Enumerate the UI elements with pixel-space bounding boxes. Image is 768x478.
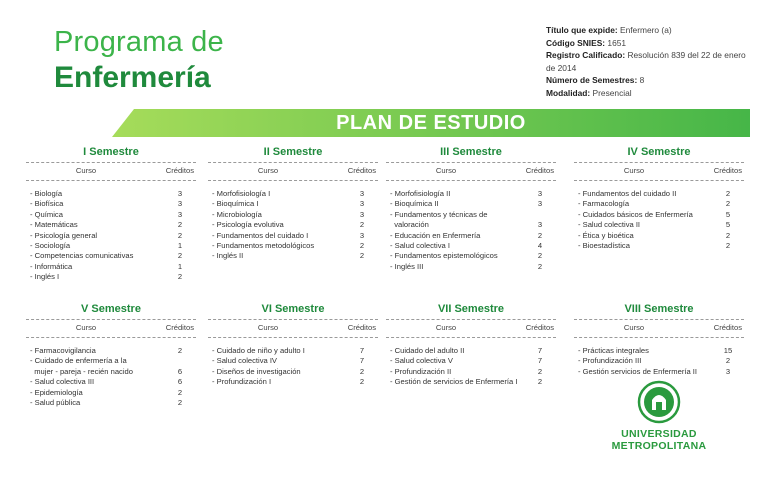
course-row: [386, 367, 556, 377]
course-name: - Competencias comunicativas: [30, 251, 134, 261]
column-header: [574, 320, 744, 335]
column-header: [208, 163, 378, 178]
info-modalidad: [546, 87, 756, 100]
course-row: [208, 377, 378, 387]
course-name: - Cuidado del adulto II: [390, 346, 465, 355]
info-value: 8: [639, 75, 645, 85]
course-row: [574, 189, 744, 199]
course-row: [26, 398, 196, 408]
course-credits: 2: [537, 377, 543, 387]
course-credits: 2: [359, 377, 365, 387]
course-credits: 7: [537, 346, 543, 355]
course-credits: 3: [359, 230, 365, 240]
course-name: - Educación en Enfermería: [390, 230, 481, 240]
column-creditos: Créditos: [525, 166, 554, 175]
info-label: Número de Semestres:: [546, 75, 638, 85]
course-credits: 4: [537, 241, 543, 251]
course-name: - Inglés II: [212, 251, 244, 261]
course-credits: 2: [359, 366, 365, 376]
semester-title: VIII Semestre: [624, 303, 694, 315]
course-credits: 2: [537, 230, 543, 240]
course-name: - Fundamentos epistemológicos: [390, 251, 498, 261]
info-value: Enfermero (a): [619, 25, 672, 35]
university-logo: [604, 380, 714, 452]
course-list: [208, 346, 378, 388]
course-name: - Salud colectiva IV: [212, 356, 277, 366]
column-creditos: Créditos: [713, 323, 742, 332]
course-credits: 6: [177, 377, 183, 387]
info-semesters: [546, 74, 756, 87]
course-name: - Cuidado de enfermería a la: [30, 356, 127, 366]
course-name: - Sociología: [30, 241, 71, 251]
course-credits: 3: [537, 189, 543, 198]
course-row: [386, 241, 556, 251]
course-row: [574, 231, 744, 241]
course-row: [386, 377, 556, 387]
course-credits: 5: [725, 220, 731, 230]
column-curso: Curso: [257, 166, 279, 175]
course-row: [26, 262, 196, 272]
info-label: Modalidad:: [546, 87, 591, 98]
course-credits: 2: [359, 241, 365, 251]
course-row: [208, 241, 378, 251]
program-title-line1: Programa de: [54, 26, 224, 58]
info-value: 1651: [607, 37, 627, 48]
course-name: - Gestión servicios de Enfermería II: [578, 366, 698, 376]
course-list: [26, 346, 196, 408]
course-row: [26, 367, 196, 377]
course-row: [386, 210, 556, 220]
course-name: - Informática: [30, 261, 73, 271]
course-name: - Profundización II: [390, 366, 452, 376]
info-label: Código SNIES:: [546, 37, 606, 48]
semester-block: [208, 303, 378, 388]
course-credits: 2: [725, 199, 731, 209]
course-row: [208, 220, 378, 230]
divider: [386, 180, 556, 181]
course-credits: 3: [359, 189, 365, 198]
course-credits: 2: [177, 230, 183, 240]
course-credits: 2: [177, 251, 183, 261]
course-list: [574, 346, 744, 377]
course-credits: 2: [177, 346, 183, 355]
course-credits: 7: [359, 356, 365, 366]
course-row: [26, 220, 196, 230]
course-row: [386, 199, 556, 209]
course-row: [386, 189, 556, 199]
course-row: [574, 220, 744, 230]
course-row: [208, 231, 378, 241]
course-name: - Psicología general: [30, 230, 98, 240]
course-row: [26, 346, 196, 356]
course-row: [26, 272, 196, 282]
course-row: [386, 231, 556, 241]
course-credits: 3: [725, 366, 731, 376]
course-name: - Fundamentos del cuidado II: [578, 189, 677, 198]
program-info: [546, 24, 756, 99]
logo-line2: METROPOLITANA: [611, 439, 707, 452]
course-name: - Farmacología: [578, 199, 630, 209]
course-credits: [524, 210, 556, 220]
course-name: - Epidemiología: [30, 387, 83, 397]
course-name: - Salud colectiva III: [30, 377, 95, 387]
column-creditos: Créditos: [347, 323, 376, 332]
course-row: [386, 346, 556, 356]
course-list: [386, 189, 556, 272]
course-row: [574, 346, 744, 356]
course-credits: 2: [359, 251, 365, 261]
info-value: Presencial: [592, 87, 632, 98]
course-name: - Diseños de investigación: [212, 366, 301, 376]
column-creditos: Créditos: [713, 166, 742, 175]
course-row: [386, 220, 556, 230]
course-row: [26, 199, 196, 209]
course-name: - Salud pública: [30, 398, 81, 408]
column-curso: Curso: [623, 323, 645, 332]
course-list: [386, 346, 556, 388]
course-credits: 2: [725, 189, 731, 198]
course-row: [574, 199, 744, 209]
course-row: [26, 189, 196, 199]
course-row: [386, 356, 556, 366]
course-name: - Gestión de servicios de Enfermería I: [390, 377, 518, 387]
university-seal-icon: [637, 380, 681, 424]
divider: [26, 180, 196, 181]
course-credits: 3: [177, 199, 183, 209]
info-label: Registro Calificado:: [546, 50, 626, 60]
course-name: - Biofísica: [30, 199, 64, 209]
course-name: - Fundamentos y técnicas de: [390, 209, 488, 219]
course-credits: 2: [359, 220, 365, 230]
course-list: [574, 189, 744, 251]
program-title-line2: Enfermería: [54, 61, 211, 94]
course-list: [26, 189, 196, 283]
course-name: - Morfofisiología II: [390, 189, 451, 198]
course-credits: 2: [537, 261, 543, 271]
course-name: - Farmacovigilancia: [30, 346, 96, 355]
plan-banner: [112, 109, 750, 137]
course-name: - Bioquímica I: [212, 199, 259, 209]
course-credits: 2: [177, 398, 183, 408]
course-name: - Salud colectiva II: [578, 220, 641, 230]
course-row: [26, 377, 196, 387]
course-name: - Cuidados básicos de Enfermería: [578, 209, 693, 219]
banner-title: PLAN DE ESTUDIO: [336, 112, 526, 134]
course-row: [26, 210, 196, 220]
course-row: [26, 356, 196, 366]
column-curso: Curso: [435, 323, 457, 332]
divider: [574, 337, 744, 338]
course-credits: 5: [725, 209, 731, 219]
column-curso: Curso: [623, 166, 645, 175]
semester-title: II Semestre: [263, 146, 323, 158]
column-creditos: Créditos: [525, 323, 554, 332]
course-name: - Cuidado de niño y adulto I: [212, 346, 305, 355]
column-curso: Curso: [257, 323, 279, 332]
course-list: [208, 189, 378, 262]
course-credits: 6: [177, 366, 183, 376]
course-row: [386, 262, 556, 272]
column-header: [386, 163, 556, 178]
semester-title: V Semestre: [81, 303, 141, 315]
course-credits: 3: [537, 220, 543, 230]
column-curso: Curso: [75, 166, 97, 175]
semester-title: I Semestre: [83, 146, 139, 158]
course-row: [26, 231, 196, 241]
course-name: - Fundamentos metodológicos: [212, 241, 315, 251]
logo-line1: UNIVERSIDAD: [621, 428, 697, 440]
semester-title: IV Semestre: [627, 146, 691, 158]
course-row: [26, 241, 196, 251]
course-name: - Prácticas integrales: [578, 346, 649, 355]
semester-title: III Semestre: [440, 146, 502, 158]
course-name: - Fundamentos del cuidado I: [212, 230, 309, 240]
divider: [574, 180, 744, 181]
course-credits: 3: [177, 209, 183, 219]
course-row: [574, 356, 744, 366]
column-curso: Curso: [435, 166, 457, 175]
course-credits: 2: [177, 272, 183, 282]
course-row: [574, 367, 744, 377]
course-name: - Morfofisiología I: [212, 189, 271, 198]
course-credits: 2: [725, 356, 731, 366]
column-curso: Curso: [75, 323, 97, 332]
course-name: - Salud colectiva I: [390, 241, 450, 251]
semester-block: [386, 303, 556, 388]
course-name: mujer - pareja - recién nacido: [30, 366, 133, 376]
course-name: - Profundización I: [212, 377, 272, 387]
semester-block: [208, 146, 378, 262]
divider: [386, 337, 556, 338]
course-name: - Inglés III: [390, 261, 424, 271]
course-credits: 2: [537, 366, 543, 376]
column-header: [208, 320, 378, 335]
course-credits: 2: [177, 220, 183, 230]
divider: [208, 180, 378, 181]
course-name: - Salud colectiva V: [390, 356, 453, 366]
course-row: [208, 367, 378, 377]
course-name: - Química: [30, 209, 63, 219]
course-credits: 2: [725, 230, 731, 240]
course-name: - Biología: [30, 189, 63, 198]
column-header: [26, 320, 196, 335]
course-row: [26, 388, 196, 398]
course-name: - Matemáticas: [30, 220, 78, 230]
course-row: [386, 251, 556, 261]
course-name: - Psicología evolutiva: [212, 220, 284, 230]
course-row: [26, 251, 196, 261]
course-row: [208, 346, 378, 356]
course-credits: 7: [359, 346, 365, 355]
course-credits: 1: [177, 261, 183, 271]
semester-title: VI Semestre: [261, 303, 325, 315]
course-row: [208, 210, 378, 220]
course-credits: 3: [359, 209, 365, 219]
info-degree: [546, 24, 756, 37]
course-row: [574, 210, 744, 220]
divider: [26, 337, 196, 338]
course-row: [208, 356, 378, 366]
course-name: - Inglés I: [30, 272, 60, 282]
course-credits: 1: [177, 241, 183, 251]
course-credits: [164, 356, 196, 366]
info-snies: [546, 37, 756, 50]
course-name: - Bioquímica II: [390, 199, 439, 209]
course-name: - Bioestadística: [578, 241, 630, 251]
semester-block: [386, 146, 556, 272]
semester-block: [26, 303, 196, 408]
divider: [208, 337, 378, 338]
course-credits: 3: [359, 199, 365, 209]
column-creditos: Créditos: [165, 323, 194, 332]
semester-block: [574, 303, 744, 377]
info-value: Resolución 839 del 22 de enero de 2014: [546, 50, 746, 73]
semester-block: [574, 146, 744, 251]
course-credits: 7: [537, 356, 543, 366]
course-credits: 2: [725, 241, 731, 251]
course-credits: 2: [177, 387, 183, 397]
course-name: - Ética y bioética: [578, 230, 634, 240]
course-row: [208, 251, 378, 261]
course-row: [574, 241, 744, 251]
semester-title: VII Semestre: [437, 303, 505, 315]
course-credits: 3: [177, 189, 183, 198]
column-creditos: Créditos: [165, 166, 194, 175]
course-name: - Microbiología: [212, 209, 262, 219]
course-credits: 15: [723, 346, 733, 355]
info-label: Título que expide:: [546, 25, 618, 35]
course-row: [208, 199, 378, 209]
column-creditos: Créditos: [347, 166, 376, 175]
course-name: - Profundización III: [578, 356, 642, 366]
course-row: [208, 189, 378, 199]
info-registro: [546, 49, 756, 74]
course-name: valoración: [390, 220, 429, 230]
course-credits: 3: [537, 199, 543, 209]
column-header: [386, 320, 556, 335]
semester-block: [26, 146, 196, 283]
column-header: [26, 163, 196, 178]
column-header: [574, 163, 744, 178]
course-credits: 2: [537, 251, 543, 261]
